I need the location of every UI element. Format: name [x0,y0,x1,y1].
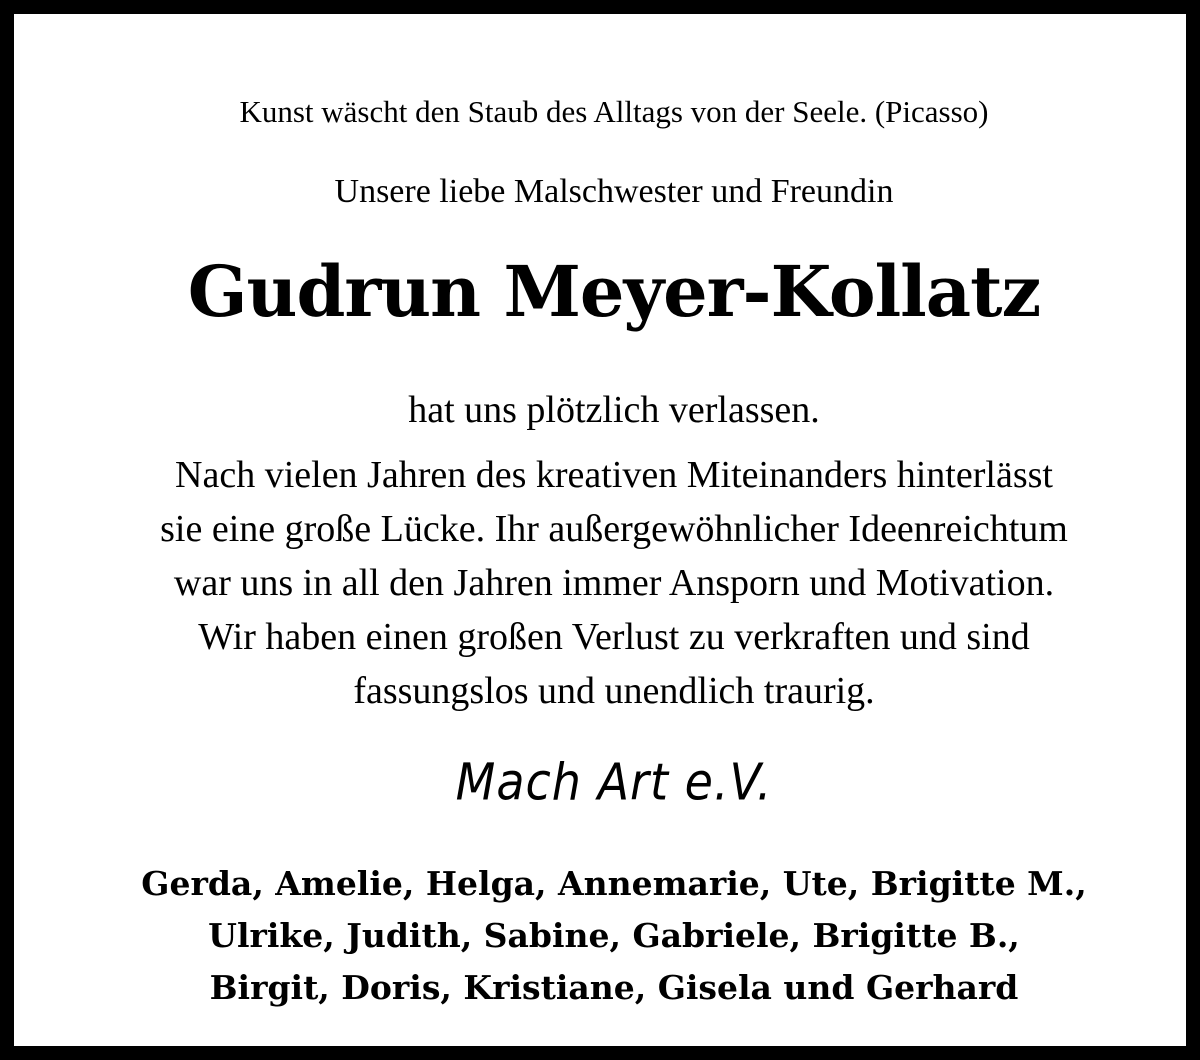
tribute-line: war uns in all den Jahren immer Ansporn und Motivation. [173,562,1055,604]
club-signature: Mach Art e.V. [455,752,773,812]
deceased-name: Gudrun Meyer-Kollatz [187,250,1041,333]
obituary-content [28,28,1200,1060]
tribute-line: Nach vielen Jahren des kreativen Miteinanders hinterlässt [175,454,1053,496]
members-list [28,858,1200,1014]
tribute-line: fassungslos und unendlich traurig. [353,670,875,712]
tribute-line: Wir haben einen großen Verlust zu verkraften und sind [198,616,1030,658]
tribute-paragraph [28,448,1200,718]
members-line: Birgit, Doris, Kristiane, Gisela und Gerhard [209,968,1019,1007]
intro-line: Unsere liebe Malschwester und Freundin [334,173,894,210]
quote-line: Kunst wäscht den Staub des Alltags von der Seele. (Picasso) [239,94,989,129]
members-line: Gerda, Amelie, Helga, Annemarie, Ute, Brigitte M., [141,864,1087,903]
tribute-line: sie eine große Lücke. Ihr außergewöhnlicher Ideenreichtum [160,508,1068,550]
departure-line: hat uns plötzlich verlassen. [408,389,820,431]
members-line: Ulrike, Judith, Sabine, Gabriele, Brigitte B., [208,916,1020,955]
